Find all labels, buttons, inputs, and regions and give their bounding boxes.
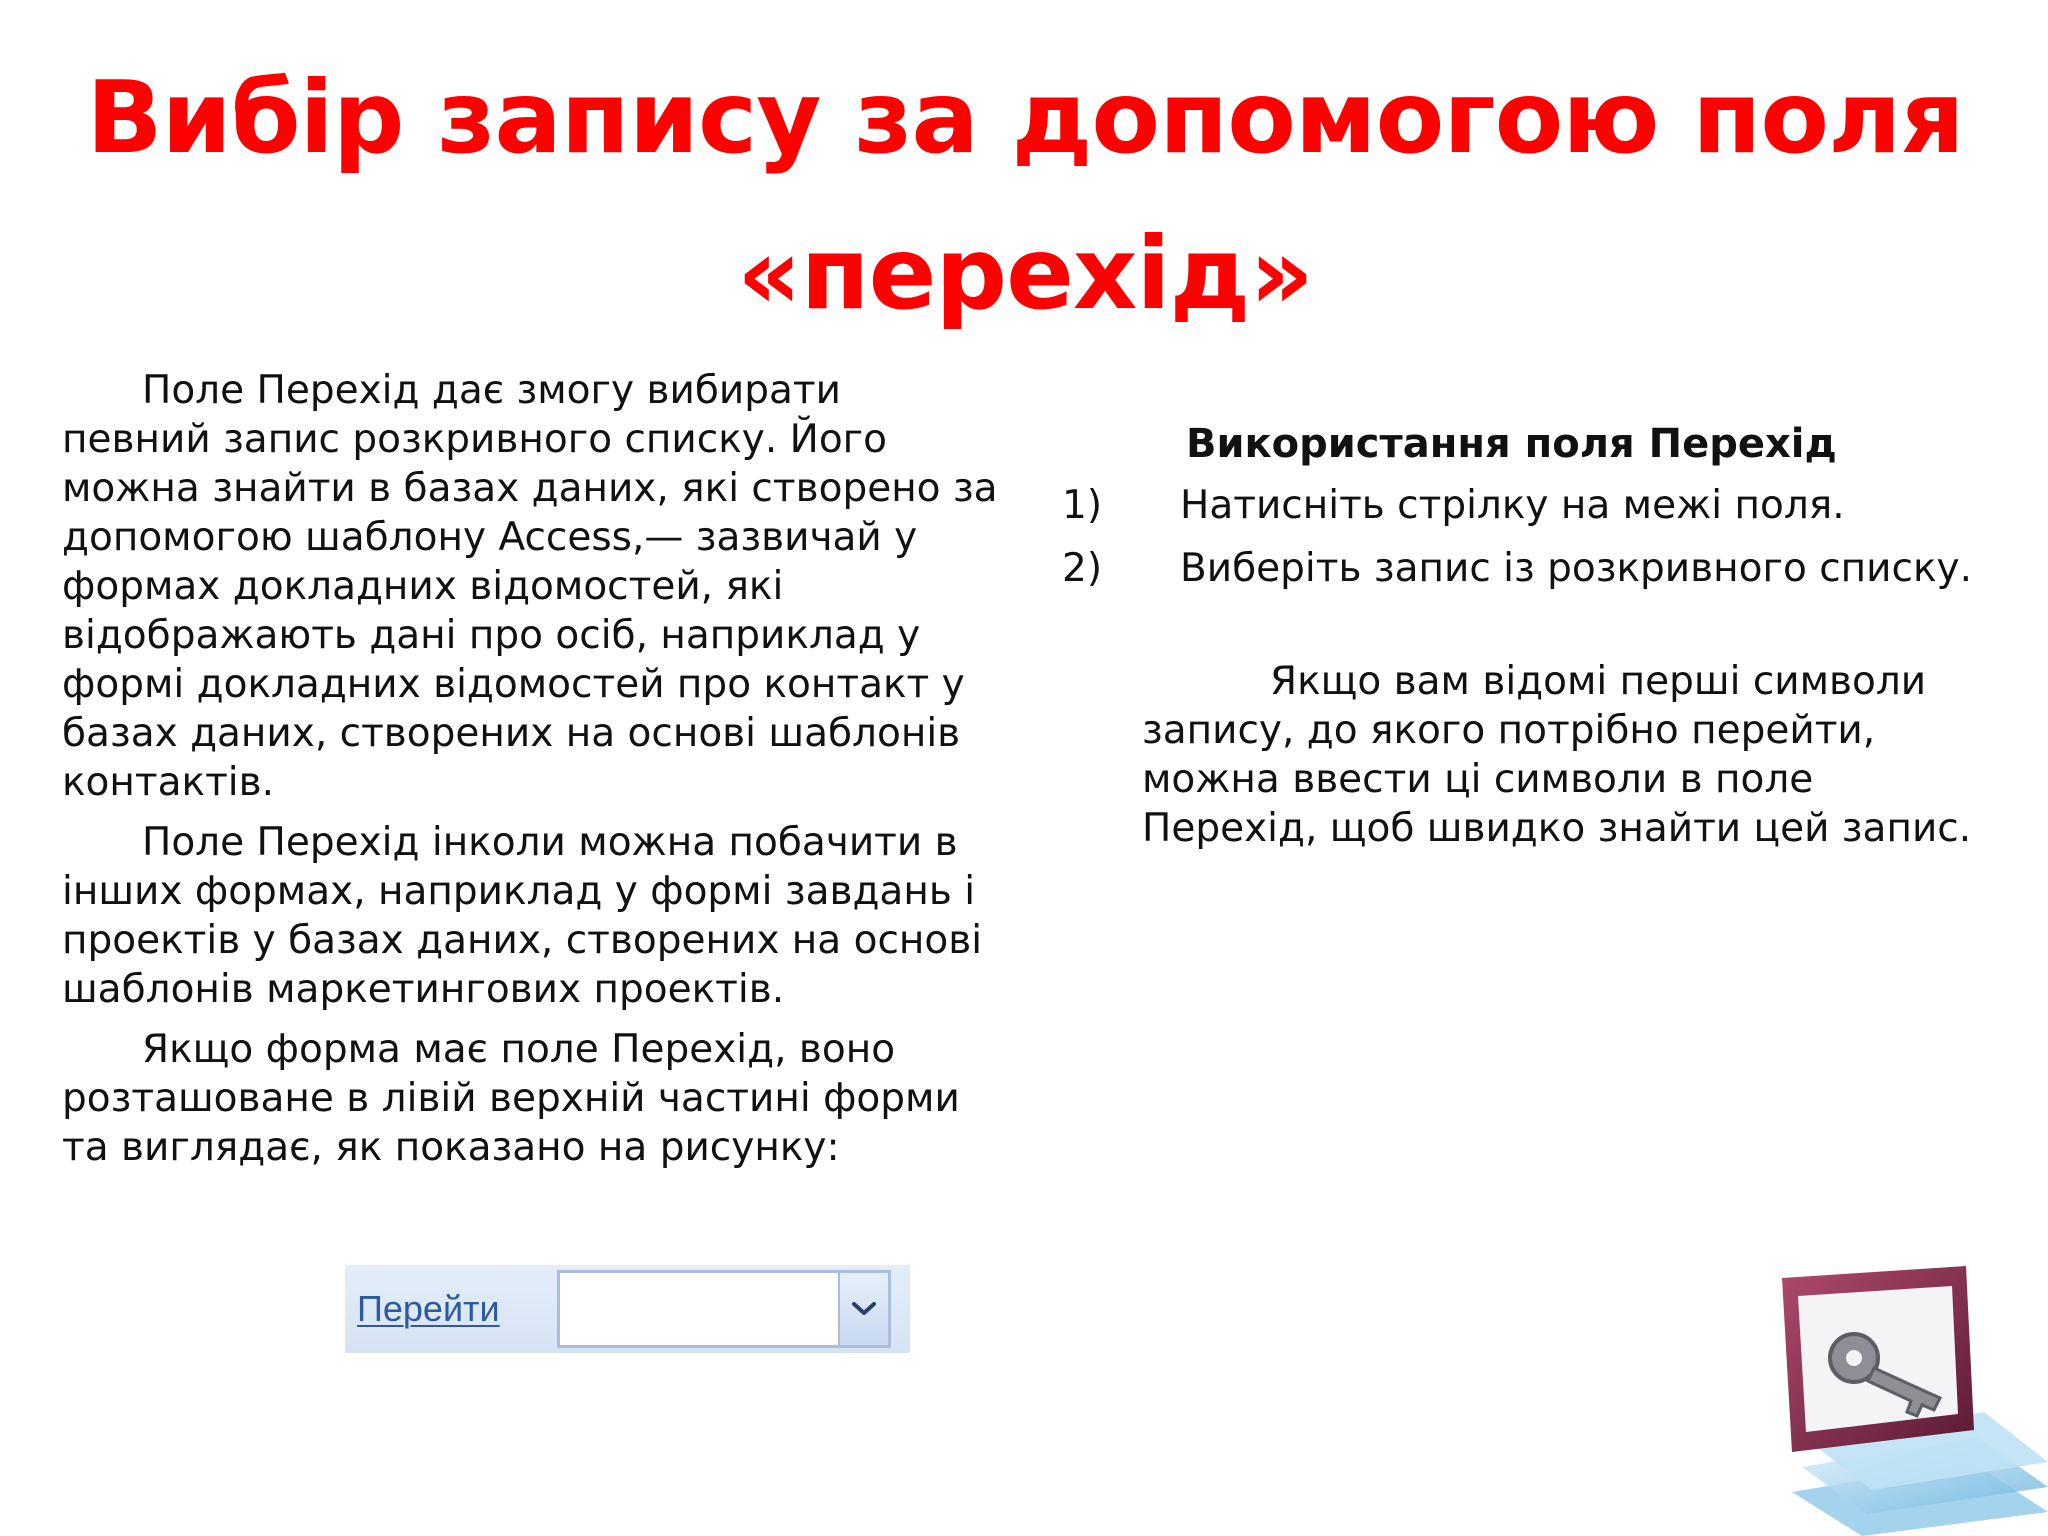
usage-column bbox=[1062, 420, 1982, 853]
other-forms-paragraph: Поле Перехід інколи можна побачити в інших формах, наприклад у формі завдань і проектів у базах даних, створених на основі шаблонів маркетингових проектів. bbox=[62, 820, 983, 1012]
step-number: 1) bbox=[1062, 483, 1103, 528]
list-item bbox=[1062, 544, 1982, 593]
step-number: 2) bbox=[1062, 546, 1103, 591]
goto-label-text: Перейти bbox=[357, 1288, 500, 1329]
slide-title: Вибір запису за допомогою поля «перехід» bbox=[86, 59, 1964, 332]
goto-value bbox=[560, 1273, 838, 1345]
goto-field-illustration bbox=[345, 1265, 910, 1353]
steps-list bbox=[1062, 481, 1982, 593]
step-text: Натисніть стрілку на межі поля. bbox=[1180, 483, 1845, 528]
location-paragraph: Якщо форма має поле Перехід, воно розташоване в лівій верхній частині форми та виглядає, як показано на рисунку: bbox=[62, 1027, 960, 1170]
chevron-down-icon bbox=[851, 1300, 877, 1318]
access-key-logo-icon bbox=[1762, 1262, 2048, 1536]
goto-dropdown-button[interactable] bbox=[838, 1273, 888, 1345]
usage-heading: Використання поля Перехід bbox=[1186, 421, 1837, 467]
list-item bbox=[1062, 481, 1982, 530]
description-column bbox=[62, 366, 1002, 1183]
tip-paragraph: Якщо вам відомі перші символи запису, до якого потрібно перейти, можна ввести ці символи в поле Перехід, щоб швидко знайти цей запис. bbox=[1142, 659, 1972, 851]
goto-label bbox=[345, 1288, 557, 1330]
step-text: Виберіть запис із розкривного списку. bbox=[1180, 546, 1972, 591]
goto-combobox[interactable] bbox=[557, 1270, 891, 1348]
intro-paragraph: Поле Перехід дає змогу вибирати певний запис розкривного списку. Його можна знайти в базах даних, які створено за допомогою шаблону Access,— зазвичай у формах докладних відомостей, які відображають дані про осіб, наприклад у формі докладних відомостей про контакт у базах даних, створених на основі шаблонів контактів. bbox=[62, 368, 998, 805]
